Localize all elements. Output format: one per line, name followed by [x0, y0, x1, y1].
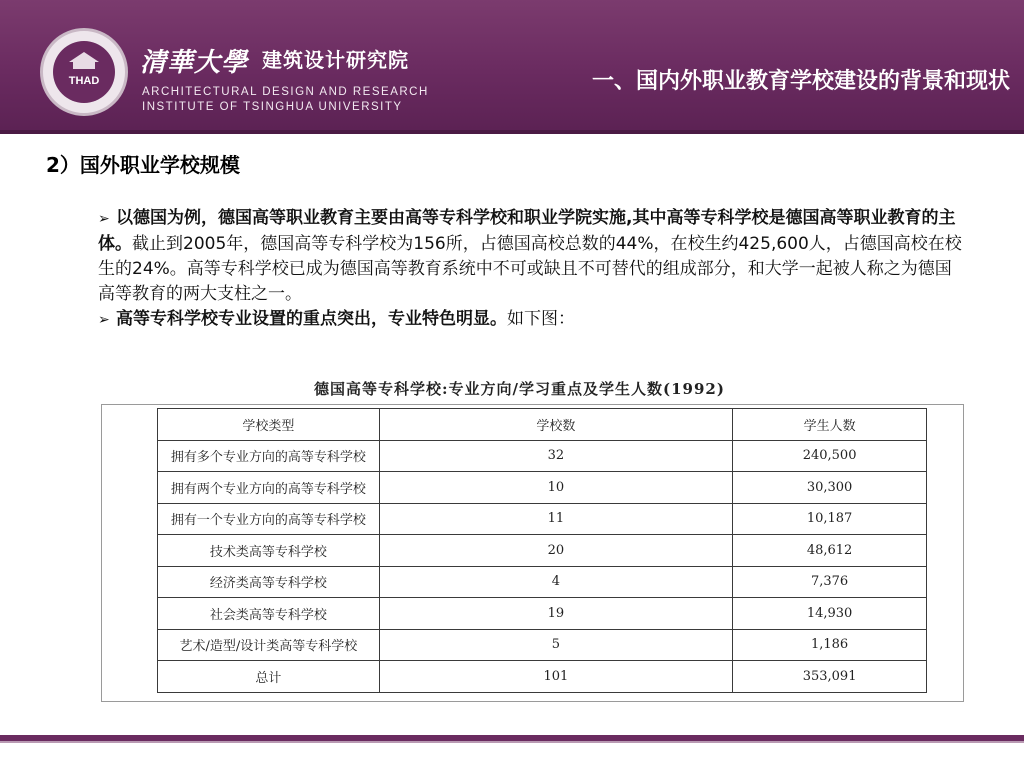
table-header-row [158, 409, 927, 441]
school-count-cell: 4 [379, 566, 733, 598]
slide-title: 一、国内外职业教育学校建设的背景和现状 [591, 69, 1010, 94]
footer-bar-accent [0, 741, 1024, 743]
school-count-cell: 32 [379, 440, 733, 472]
bullet2-bold-text: 高等专科学校专业设置的重点突出，专业特色明显。 [116, 309, 507, 329]
table-caption: 德国高等专科学校:专业方向/学习重点及学生人数(1992) [314, 380, 725, 398]
school-count-cell: 5 [379, 629, 733, 661]
column-header: 学生人数 [733, 409, 927, 441]
school-type-cell: 社会类高等专科学校 [158, 598, 380, 630]
school-type-cell: 技术类高等专科学校 [158, 535, 380, 567]
seal-text: THAD [68, 75, 100, 87]
bullet1-text: 截止到2005年，德国高等专科学校为156所，占德国高校总数的44%，在校生约425,600人，占德国高校在校生的24%。高等专科学校已成为德国高等教育系统中不可或缺且不可替代的组成部分，和大学一起被人称之为德国高等教育的两大支柱之一。 [98, 234, 962, 304]
table-row [158, 472, 927, 504]
bullet1-bold-text: 以德国为例，德国高等职业教育主要由高等专科学校和职业学院实施,其中高等专科学校是德国高等职业教育的主体。 [98, 208, 956, 254]
school-type-cell: 总计 [158, 661, 380, 693]
table-row [158, 440, 927, 472]
arrow-bullet-icon: ➢ [98, 211, 110, 227]
logo-english-line1: ARCHITECTURAL DESIGN AND RESEARCH [142, 86, 429, 98]
student-count-cell: 353,091 [733, 661, 927, 693]
table-total-row [158, 661, 927, 693]
seal-inner [53, 41, 115, 103]
table-row [158, 629, 927, 661]
school-stats-table [157, 408, 927, 693]
header-divider [0, 130, 1024, 134]
table-row [158, 598, 927, 630]
student-count-cell: 30,300 [733, 472, 927, 504]
header-band [0, 0, 1024, 130]
building-icon [67, 50, 101, 70]
school-type-cell: 经济类高等专科学校 [158, 566, 380, 598]
school-count-cell: 101 [379, 661, 733, 693]
student-count-cell: 14,930 [733, 598, 927, 630]
school-count-cell: 19 [379, 598, 733, 630]
table-row [158, 503, 927, 535]
table-row [158, 566, 927, 598]
student-count-cell: 1,186 [733, 629, 927, 661]
school-count-cell: 11 [379, 503, 733, 535]
school-type-cell: 拥有两个专业方向的高等专科学校 [158, 472, 380, 504]
arrow-bullet-icon: ➢ [98, 312, 110, 328]
logo-institute-name: 建筑设计研究院 [262, 48, 409, 72]
logo-english-line2: INSTITUTE OF TSINGHUA UNIVERSITY [142, 101, 403, 113]
school-count-cell: 20 [379, 535, 733, 567]
student-count-cell: 7,376 [733, 566, 927, 598]
column-header: 学校数 [379, 409, 733, 441]
section-title: 2）国外职业学校规模 [46, 153, 240, 177]
school-type-cell: 拥有一个专业方向的高等专科学校 [158, 503, 380, 535]
bullet2-text: 如下图： [507, 309, 575, 329]
body-paragraph [98, 206, 968, 333]
university-seal-logo [40, 28, 128, 116]
school-type-cell: 拥有多个专业方向的高等专科学校 [158, 440, 380, 472]
school-type-cell: 艺术/造型/设计类高等专科学校 [158, 629, 380, 661]
student-count-cell: 48,612 [733, 535, 927, 567]
student-count-cell: 240,500 [733, 440, 927, 472]
student-count-cell: 10,187 [733, 503, 927, 535]
column-header: 学校类型 [158, 409, 380, 441]
school-count-cell: 10 [379, 472, 733, 504]
table-row [158, 535, 927, 567]
logo-university-name: 清華大學 [140, 48, 249, 78]
